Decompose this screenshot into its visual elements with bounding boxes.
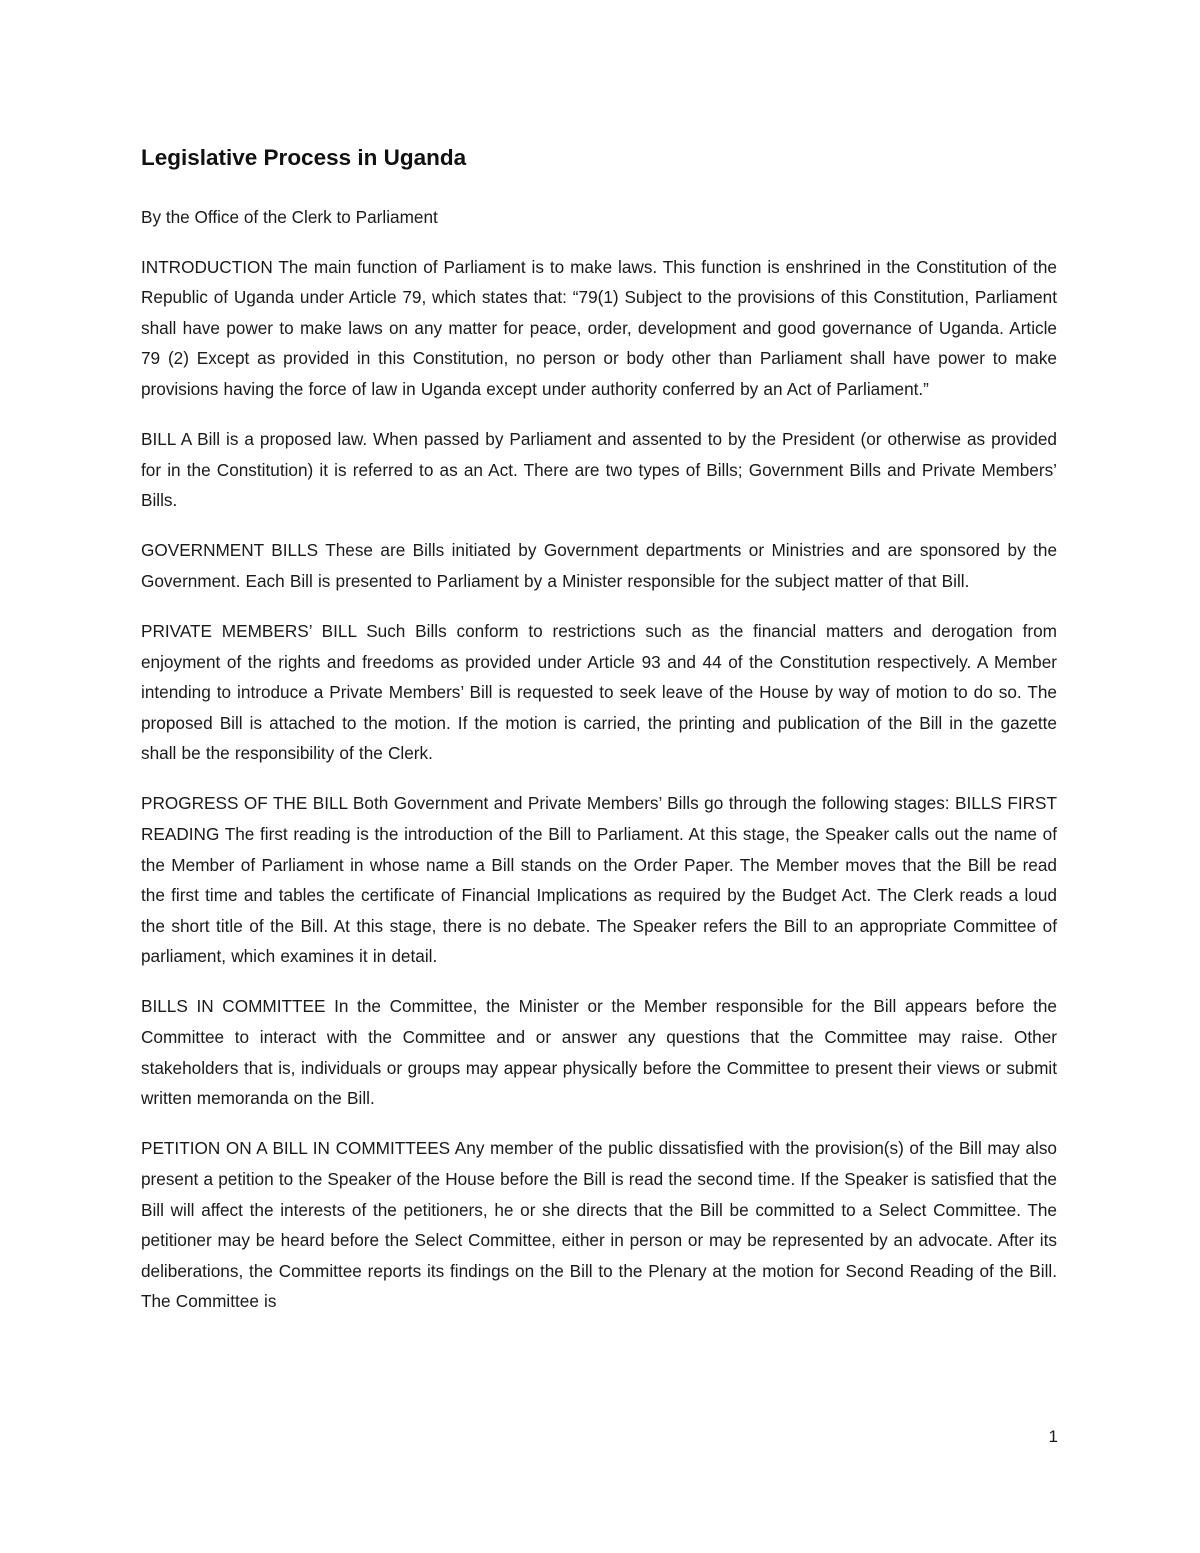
paragraph-introduction: INTRODUCTION The main function of Parliament is to make laws. This function is enshrined in the Constitution of the Republic of Uganda under Article 79, which states that: “79(1) Subject to the provisions of this Constitution, Parliament shall have power to make laws on any matter for peace, order, development and good governance of Uganda. Article 79 (2) Except as provided in this Constitution, no person or body other than Parliament shall have power to make provisions having the force of law in Uganda except under authority conferred by an Act of Parliament.” bbox=[141, 256, 1057, 399]
paragraph-bills-in-committee: BILLS IN COMMITTEE In the Committee, the Minister or the Member responsible for the Bill appears before the Committee to interact with the Committee and or answer any questions that the Committee may raise. Other stakeholders that is, individuals or groups may appear physically before the Committee to present their views or submit written memoranda on the Bill. bbox=[141, 996, 1057, 1109]
paragraph-bill: BILL A Bill is a proposed law. When passed by Parliament and assented to by the President (or otherwise as provided for in the Constitution) it is referred to as an Act. There are two types of Bills; Government Bills and Private Members’ Bills. bbox=[141, 428, 1057, 511]
document-byline: By the Office of the Clerk to Parliament bbox=[141, 207, 438, 227]
document-title: Legislative Process in Uganda bbox=[141, 145, 467, 170]
paragraph-private-members-bill: PRIVATE MEMBERS’ BILL Such Bills conform to restrictions such as the financial matters and derogation from enjoyment of the rights and freedoms as provided under Article 93 and 44 of the Constitution respectively. A Member intending to introduce a Private Members’ Bill is requested to seek leave of the House by way of motion to do so. The proposed Bill is attached to the motion. If the motion is carried, the printing and publication of the Bill in the gazette shall be the responsibility of the Clerk. bbox=[141, 620, 1057, 764]
page-number: 1 bbox=[1048, 1427, 1058, 1446]
paragraph-government-bills: GOVERNMENT BILLS These are Bills initiated by Government departments or Ministries and are sponsored by the Government. Each Bill is presented to Parliament by a Minister responsible for the subject matter of that Bill. bbox=[141, 540, 1057, 591]
page-content bbox=[141, 142, 1057, 1317]
paragraph-petition-on-a-bill: PETITION ON A BILL IN COMMITTEES Any member of the public dissatisfied with the provision(s) of the Bill may also present a petition to the Speaker of the House before the Bill is read the second time. If the Speaker is satisfied that the Bill will affect the interests of the petitioners, he or she directs that the Bill be committed to a Select Committee. The petitioner may be heard before the Select Committee, either in person or may be represented by an advocate. After its deliberations, the Committee reports its findings on the Bill to the Plenary at the motion for Second Reading of the Bill. The Committee is bbox=[141, 1138, 1057, 1312]
paragraph-progress-of-the-bill: PROGRESS OF THE BILL Both Government and Private Members’ Bills go through the following stages: BILLS FIRST READING The first reading is the introduction of the Bill to Parliament. At this stage, the Speaker calls out the name of the Member of Parliament in whose name a Bill stands on the Order Paper. The Member moves that the Bill be read the first time and tables the certificate of Financial Implications as required by the Budget Act. The Clerk reads a loud the short title of the Bill. At this stage, there is no debate. The Speaker refers the Bill to an appropriate Committee of parliament, which examines it in detail. bbox=[141, 793, 1057, 967]
